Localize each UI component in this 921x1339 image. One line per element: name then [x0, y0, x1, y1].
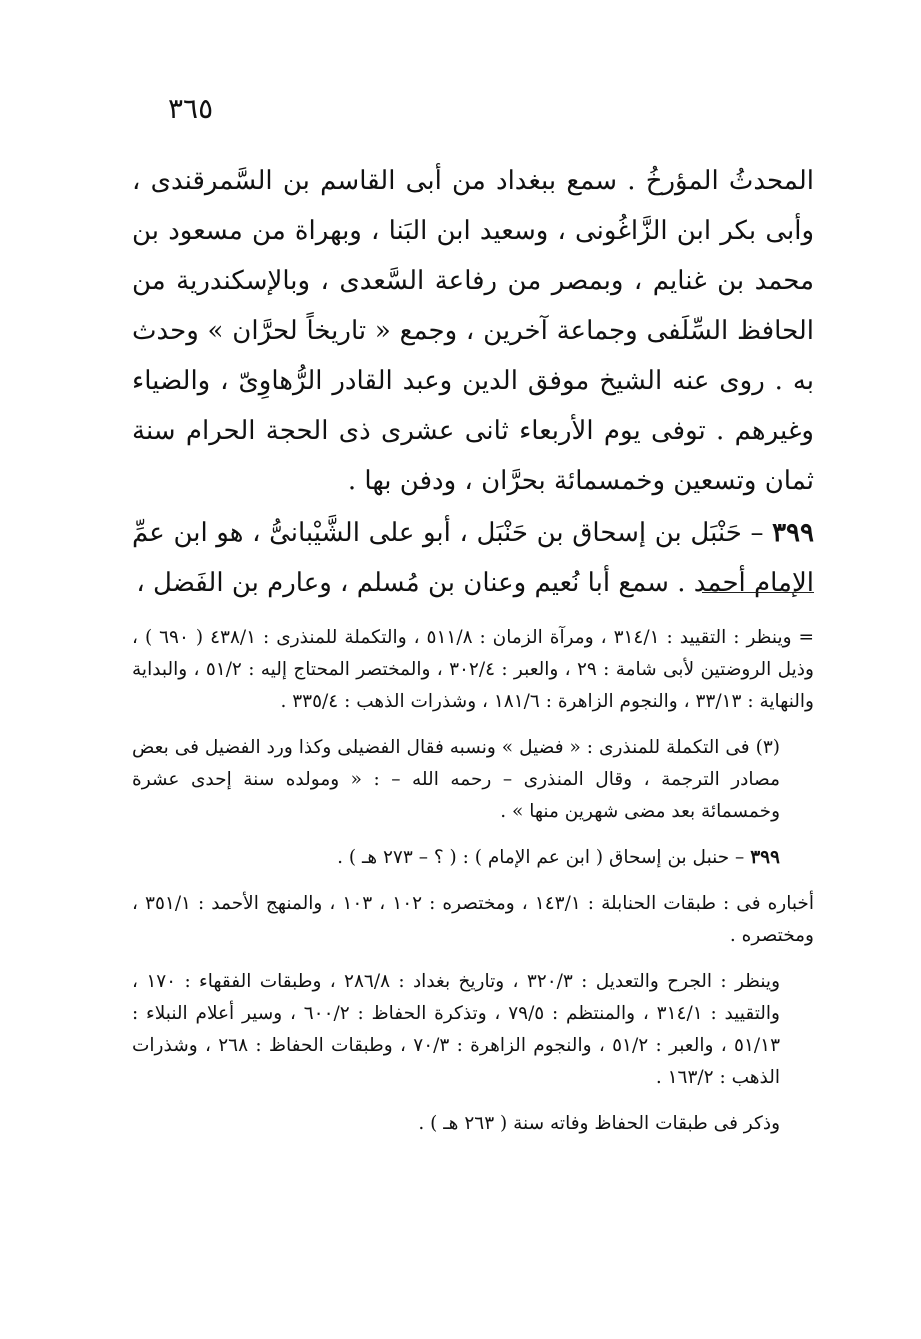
- entry-text: حَنْبَل بن إسحاق بن حَنْبَل ، أبو على الشَّيْبانىُّ ، هو ابن عمِّ الإمام أحمد . سمع أبا نُعيم وعنان بن مُسلم ، وعارم بن الفَضل ،: [132, 518, 814, 598]
- footnote-continuation: [132, 622, 814, 718]
- footnote-dhukir-text: وذكر فى طبقات الحفاظ وفاته سنة ( ٢٦٣ هـ ) .: [418, 1113, 780, 1134]
- footnote-separator: [702, 592, 814, 593]
- entry-dash: –: [741, 518, 773, 548]
- page-number: ٣٦٥: [168, 92, 214, 125]
- footnote-akhbar-text: أخباره فى : طبقات الحنابلة : ١٤٣/١ ، ومختصره : ١٠٢ ، ١٠٣ ، والمنهج الأحمد : ٣٥١/١ ، ومختصره .: [132, 893, 815, 946]
- footnote-continuation-text: = وينظر : التقييد : ٣١٤/١ ، ومرآة الزمان : ٥١١/٨ ، والتكملة للمنذرى : ٤٣٨/١ ( ٦٩٠ ) ، وذيل الروضتين لأبى شامة : ٢٩ ، والعبر : ٣٠٢/٤ ، والمختصر المحتاج إليه : ٥١/٢ ، والبداية والنهاية : ٣٣/١٣ ، والنجوم الزاهرة : ١٨١/٦ ، وشذرات الذهب : ٣٣٥/٤ .: [132, 627, 814, 712]
- footnote-yunzar-text: وينظر : الجرح والتعديل : ٣٢٠/٣ ، وتاريخ بغداد : ٢٨٦/٨ ، وطبقات الفقهاء : ١٧٠ ، والتقييد : ٣١٤/١ ، والمنتظم : ٧٩/٥ ، وتذكرة الحفاظ : ٦٠٠/٢ ، وسير أعلام النبلاء : ٥١/١٣ ، والعبر : ٥١/٢ ، والنجوم الزاهرة : ٧٠/٣ ، وطبقات الحفاظ : ٢٦٨ ، وشذرات الذهب : ١٦٣/٢ .: [132, 971, 781, 1088]
- footnotes: [132, 622, 814, 1154]
- footnote-3: [132, 732, 814, 828]
- footnote-dhukir: [132, 1108, 814, 1140]
- footnote-entry-heading: [132, 842, 814, 874]
- footnote-yunzar: [132, 966, 814, 1094]
- footnote-3-text: (٣) فى التكملة للمنذرى : « فضيل » ونسبه فقال الفضيلى وكذا ورد الفضيل فى بعض مصادر الترجمة ، وقال المنذرى – رحمه الله – : « ومولده سنة إحدى عشرة وخمسمائة بعد مضى شهرين منها » .: [132, 737, 780, 822]
- footnote-entry-number: ٣٩٩: [750, 847, 780, 868]
- main-paragraph: المحدثُ المؤرخُ . سمع ببغداد من أبى القاسم بن السَّمرقندى ، وأبى بكر ابن الزَّاغُونى ، وسعيد ابن البَنا ، وبهراة من مسعود بن محمد بن غنايم ، وبمصر من رفاعة السَّعدى ، وبالإسكندرية من الحافظ السِّلَفى وجماعة آخرين ، وجمع « تاريخاً لحرَّان » وحدث به . روى عنه الشيخ موفق الدين وعبد القادر الرُّهاوِىّ ، والضياء وغيرهم . توفى يوم الأربعاء ثانى عشرى ذى الحجة الحرام سنة ثمان وتسعين وخمسمائة بحرَّان ، ودفن بها .: [132, 166, 814, 496]
- entry-399: [132, 508, 814, 608]
- footnote-entry-heading-text: – حنبل بن إسحاق ( ابن عم الإمام ) : ( ؟ – ٢٧٣ هـ ) .: [337, 847, 751, 868]
- entry-number: ٣٩٩: [772, 518, 814, 548]
- footnote-akhbar: [132, 888, 814, 952]
